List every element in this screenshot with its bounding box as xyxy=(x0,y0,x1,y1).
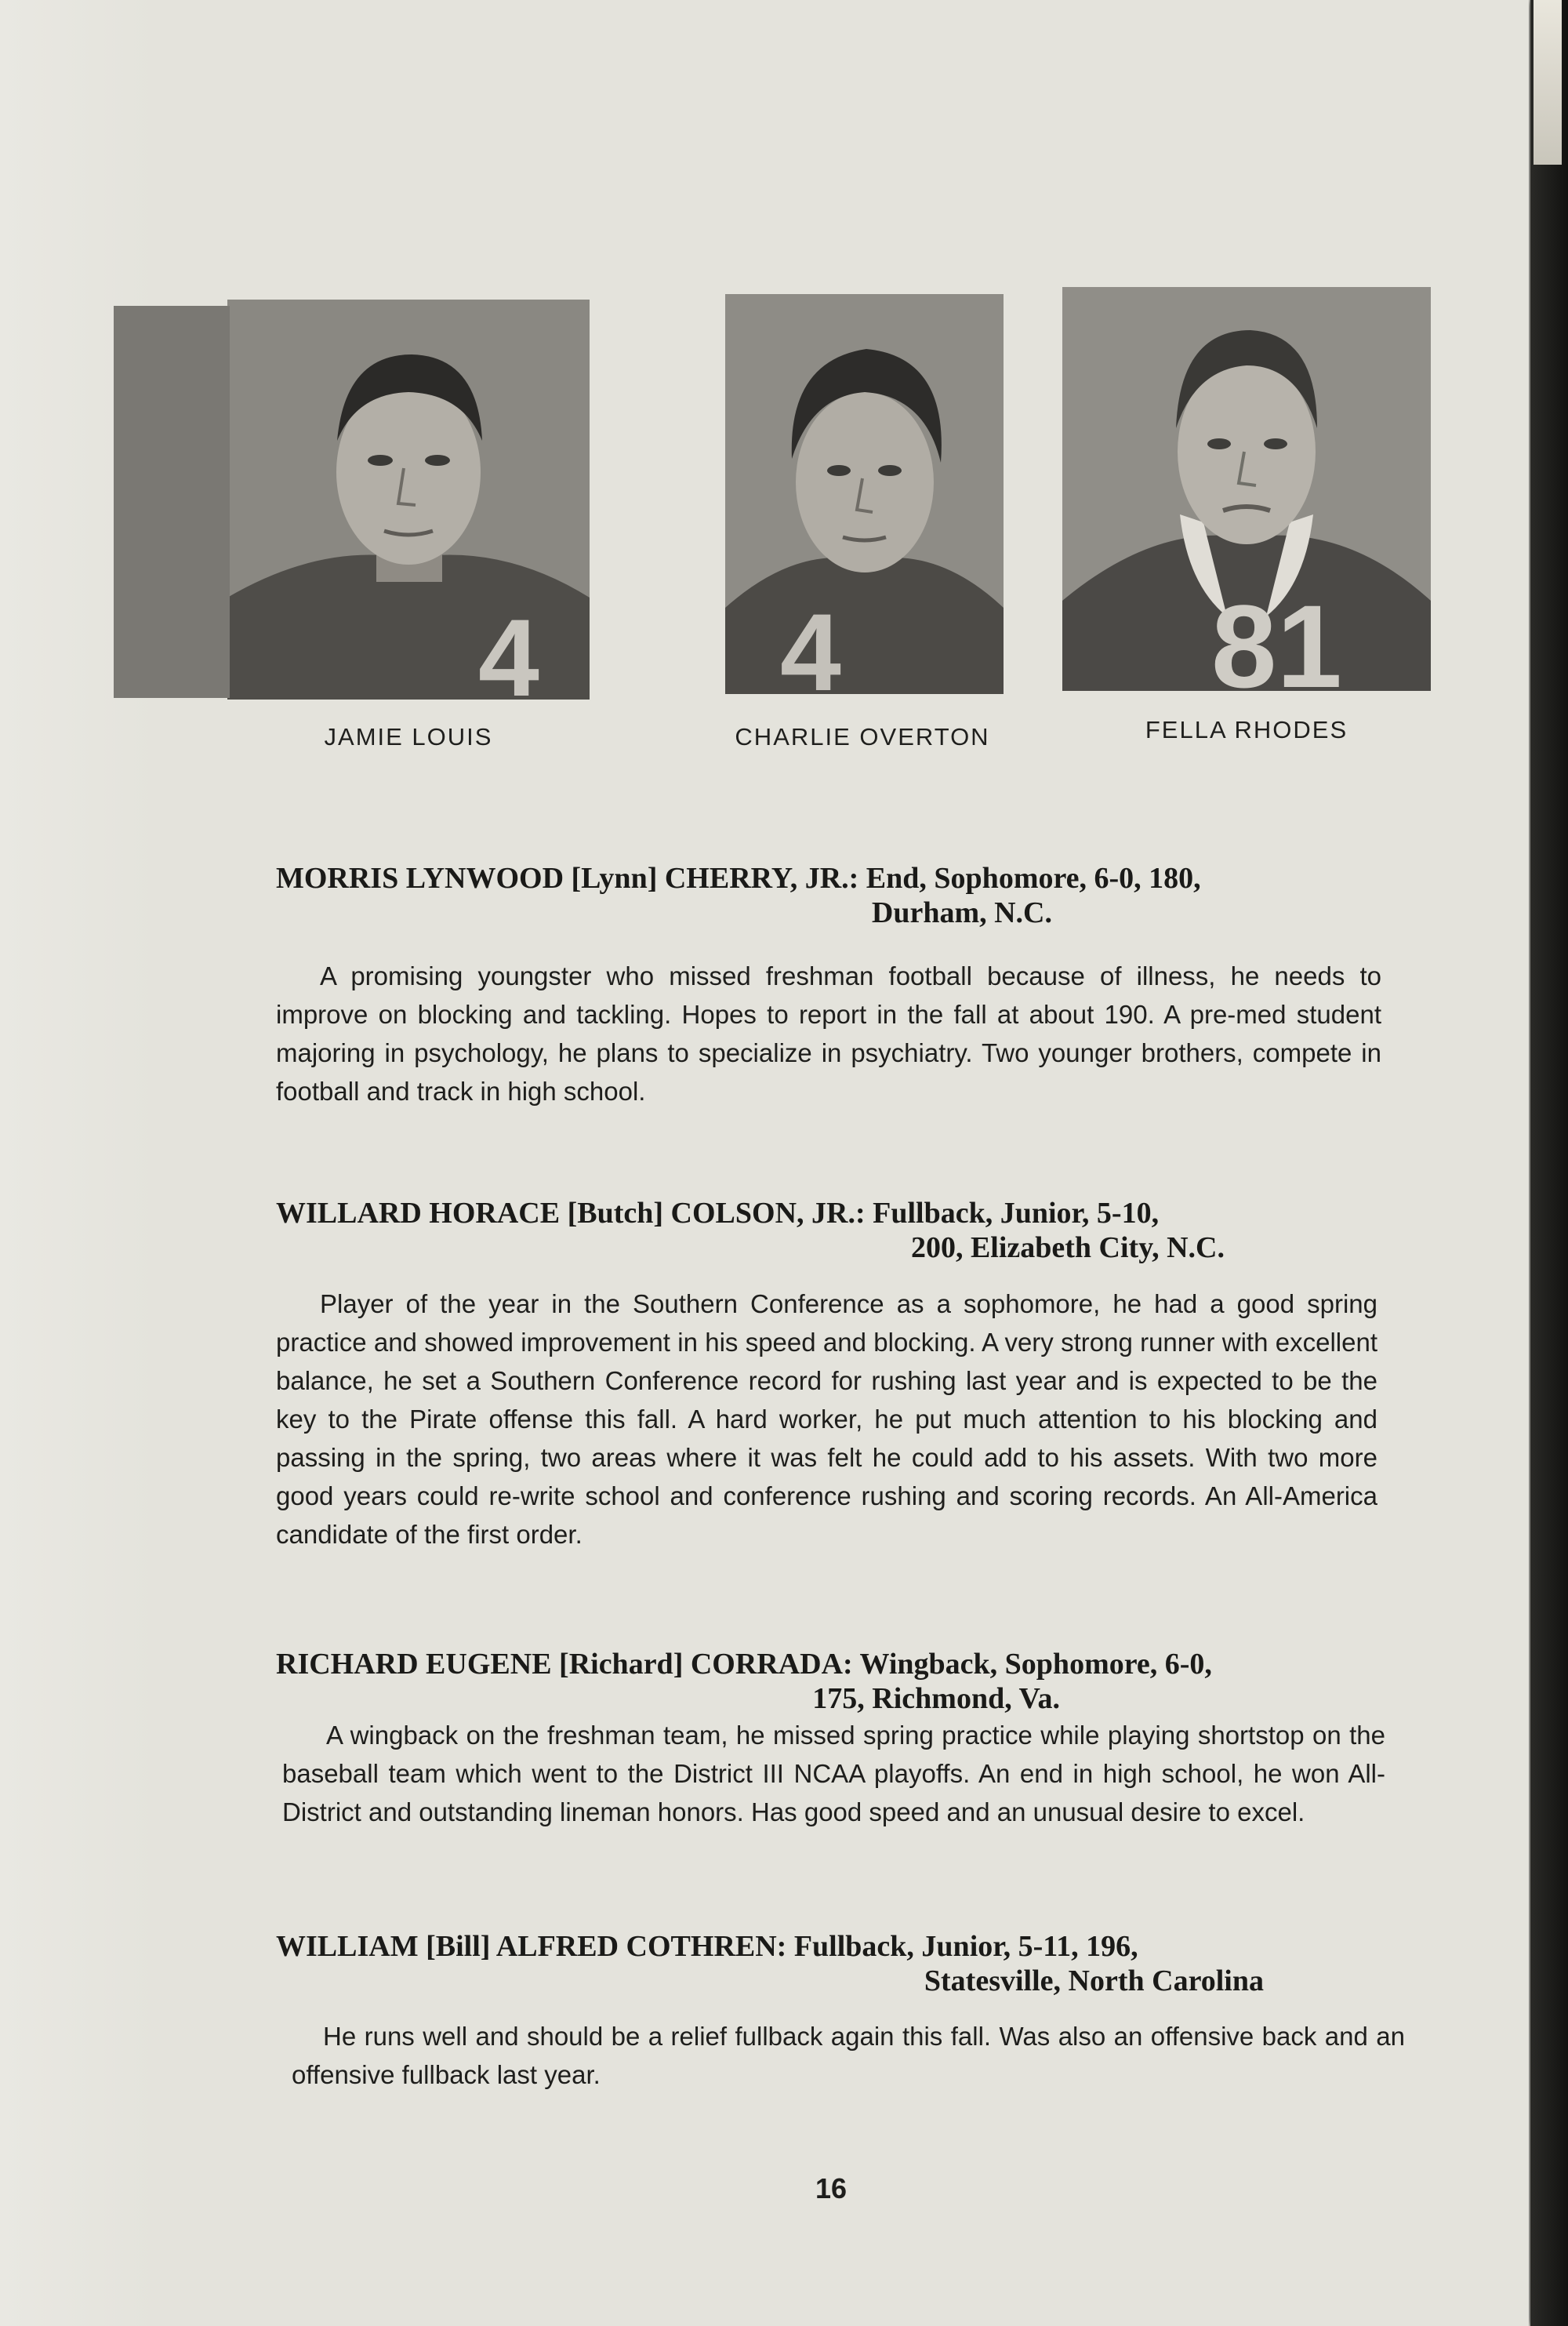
player-heading xyxy=(276,1647,1389,1716)
svg-text:81: 81 xyxy=(1211,580,1342,691)
player-heading-line: Durham, N.C. xyxy=(871,896,1052,929)
photo-caption: JAMIE LOUIS xyxy=(324,723,493,750)
player-heading-line: WILLIAM [Bill] ALFRED COTHREN: Fullback, Junior, 5-11, 196, xyxy=(276,1930,1138,1963)
player-bio: A wingback on the freshman team, he missed spring practice while playing shortstop on the baseball team which went to the District III NCAA playoffs. An end in high school, he won All-District and outstanding lineman honors. Has good speed and an unusual desire to excel. xyxy=(282,1721,1385,1826)
player-bio: Player of the year in the Southern Conference as a sophomore, he had a good spring practice and showed improvement in his speed and blocking. A very strong runner with excellent balance, he set a Southern Conference record for rushing last year and is expected to be the key to the Pirate offense this fall. A hard worker, he put much attention to his blocking and passing in the spring, two areas where it was felt he could add to his assets. With two more good years could re-write school and conference rushing and scoring records. An All-America candidate of the first order. xyxy=(276,1289,1377,1549)
page-number: 16 xyxy=(815,2172,848,2204)
book-edge xyxy=(1530,0,1568,2326)
page-edge-paper xyxy=(1534,0,1562,165)
player-photo-fella-rhodes xyxy=(1062,287,1431,691)
player-heading xyxy=(276,1196,1389,1265)
player-heading xyxy=(276,1929,1389,1998)
player-heading-line: MORRIS LYNWOOD [Lynn] CHERRY, JR.: End, Sophomore, 6-0, 180, xyxy=(276,862,1201,895)
player-heading-line: 200, Elizabeth City, N.C. xyxy=(910,1231,1225,1264)
player-photo-charlie-overton xyxy=(725,294,1004,694)
photo-caption: CHARLIE OVERTON xyxy=(735,723,990,750)
player-heading xyxy=(276,861,1389,930)
player-heading-line: WILLARD HORACE [Butch] COLSON, JR.: Fullback, Junior, 5-10, xyxy=(276,1197,1160,1230)
player-bio: He runs well and should be a relief fullback again this fall. Was also an offensive back and an offensive fullback last year. xyxy=(292,2022,1405,2089)
player-bio: A promising youngster who missed freshman football because of illness, he needs to improve on blocking and tackling. Hopes to report in the fall at about 190. A pre-med student majoring in psychology, he plans to specialize in psychiatry. Two younger brothers, compete in football and track in high school. xyxy=(276,961,1381,1106)
svg-text:4: 4 xyxy=(780,591,841,694)
svg-text:4: 4 xyxy=(478,596,539,700)
player-heading-line: RICHARD EUGENE [Richard] CORRADA: Wingback, Sophomore, 6-0, xyxy=(276,1648,1212,1681)
adjacent-photo-left xyxy=(114,306,230,698)
photo-caption: FELLA RHODES xyxy=(1145,716,1348,743)
player-heading-line: 175, Richmond, Va. xyxy=(812,1682,1060,1715)
player-photo-jamie-louis xyxy=(227,300,590,700)
player-heading-line: Statesville, North Carolina xyxy=(924,1964,1264,1997)
